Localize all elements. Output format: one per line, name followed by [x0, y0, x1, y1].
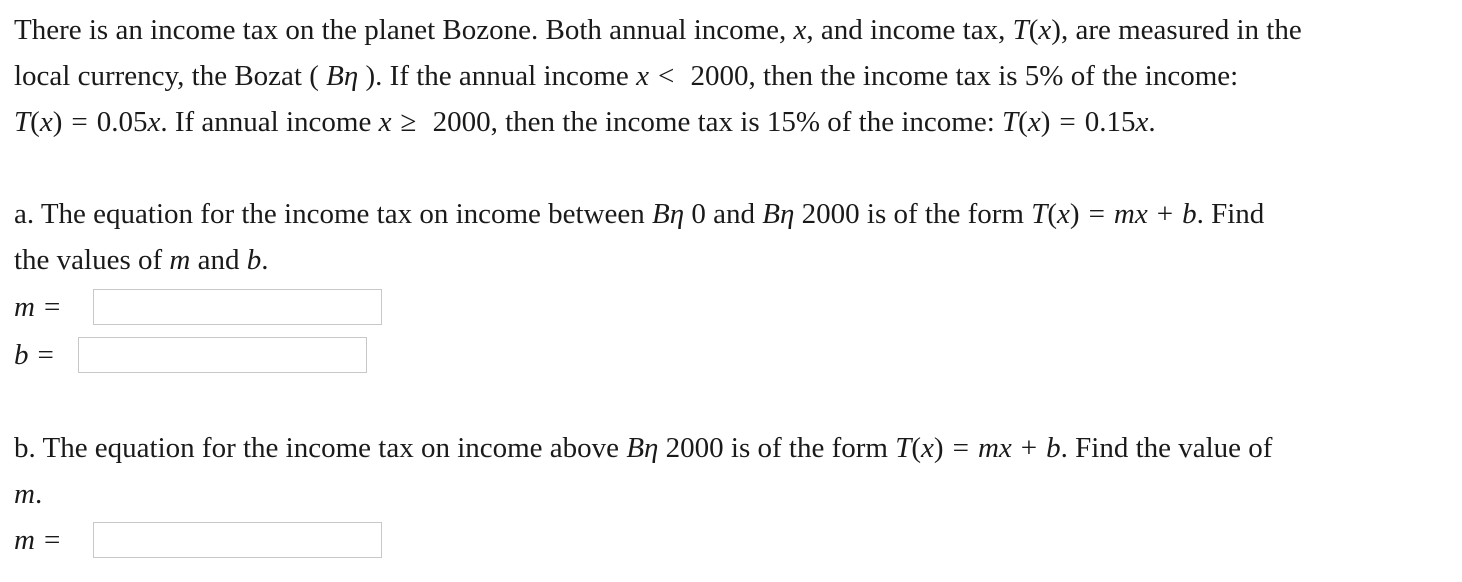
math-paren: ) — [1051, 14, 1061, 46]
part-b-question-line-1 — [14, 428, 1272, 468]
math-operator: = — [43, 291, 61, 323]
intro-line-1 — [14, 10, 1302, 50]
math-var: x — [378, 106, 392, 138]
intro-text: 2000, then the income tax is 15% of the income: — [425, 106, 1003, 138]
math-var: m — [14, 478, 35, 510]
math-var: b — [246, 244, 262, 276]
intro-text: ). If the annual income — [358, 60, 637, 92]
question-text: . Find the value of — [1060, 432, 1273, 464]
part-a-b-input[interactable] — [78, 337, 367, 373]
math-operator: = — [43, 524, 61, 556]
intro-text: , are measured in the — [1060, 14, 1302, 46]
math-paren: ) — [52, 106, 63, 138]
part-a-question-line-1 — [14, 194, 1264, 234]
math-var: m — [169, 244, 191, 276]
question-text: 2000 is of the form — [658, 432, 896, 464]
part-b-m-label — [14, 520, 69, 560]
math-operator: + — [1020, 432, 1038, 464]
part-a-m-input[interactable] — [93, 289, 382, 325]
math-paren: ( — [1018, 106, 1028, 138]
math-var: x — [39, 106, 53, 138]
question-text: a. The equation for the income tax on income between — [14, 198, 653, 230]
math-number: 0.15 — [1084, 106, 1136, 138]
math-var: x — [793, 14, 807, 46]
math-paren: ( — [911, 432, 922, 464]
math-var: m — [14, 291, 35, 323]
question-text: . — [261, 244, 269, 276]
math-number: 0.05 — [96, 106, 148, 138]
math-var: x — [921, 432, 934, 464]
math-var: T — [1012, 14, 1029, 46]
part-a-b-label — [14, 335, 63, 375]
math-var: T — [1031, 198, 1048, 230]
math-operator: = — [952, 432, 969, 464]
question-text: 0 and — [684, 198, 763, 230]
currency-symbol: Bη — [652, 198, 685, 230]
currency-symbol: Bη — [762, 198, 795, 230]
math-var: T — [14, 106, 31, 138]
currency-symbol: Bη — [626, 432, 659, 464]
math-paren: ) — [1040, 106, 1051, 138]
question-text: . Find — [1196, 198, 1265, 230]
question-text: and — [190, 244, 247, 276]
part-a-m-label — [14, 287, 69, 327]
part-b-m-input[interactable] — [93, 522, 382, 558]
math-paren: ( — [1028, 14, 1039, 46]
question-text: the values of — [14, 244, 170, 276]
intro-line-3 — [14, 102, 1156, 142]
math-var: mx — [977, 432, 1012, 464]
intro-text: . — [1148, 106, 1156, 138]
math-paren: ( — [30, 106, 40, 138]
math-var: x — [1027, 106, 1041, 138]
math-operator: < — [657, 60, 675, 92]
math-operator: = — [37, 339, 54, 371]
math-operator: = — [71, 106, 88, 138]
question-text: . — [34, 478, 43, 510]
intro-text: There is an income tax on the planet Bozone. Both annual income, — [14, 14, 794, 46]
part-a-question-line-2 — [14, 240, 269, 280]
math-operator: = — [1088, 198, 1105, 230]
currency-symbol: Bη — [326, 60, 359, 92]
math-operator: ≥ — [400, 106, 417, 138]
intro-line-2 — [14, 56, 1238, 96]
math-operator: = — [1059, 106, 1076, 138]
math-var: T — [1002, 106, 1019, 138]
math-paren: ) — [933, 432, 944, 464]
question-text: 2000 is of the form — [794, 198, 1032, 230]
part-b-question-line-2 — [14, 474, 42, 514]
math-var: x — [1057, 198, 1070, 230]
math-var: b — [1046, 432, 1061, 464]
math-var: x — [1038, 14, 1052, 46]
math-paren: ( — [1047, 198, 1058, 230]
math-var: b — [1182, 198, 1197, 230]
math-var: T — [895, 432, 912, 464]
math-var: m — [14, 524, 35, 556]
intro-text: local currency, the Bozat ( — [14, 60, 327, 92]
math-operator: + — [1156, 198, 1174, 230]
math-var: x — [147, 106, 161, 138]
math-var: x — [1135, 106, 1149, 138]
intro-text: , and income tax, — [806, 14, 1013, 46]
math-paren: ) — [1069, 198, 1080, 230]
math-var: x — [636, 60, 649, 92]
math-var: mx — [1113, 198, 1148, 230]
intro-text: 2000, then the income tax is 5% of the income: — [683, 60, 1239, 92]
question-text: b. The equation for the income tax on income above — [14, 432, 627, 464]
intro-text: . If annual income — [160, 106, 379, 138]
math-var: b — [14, 339, 29, 371]
